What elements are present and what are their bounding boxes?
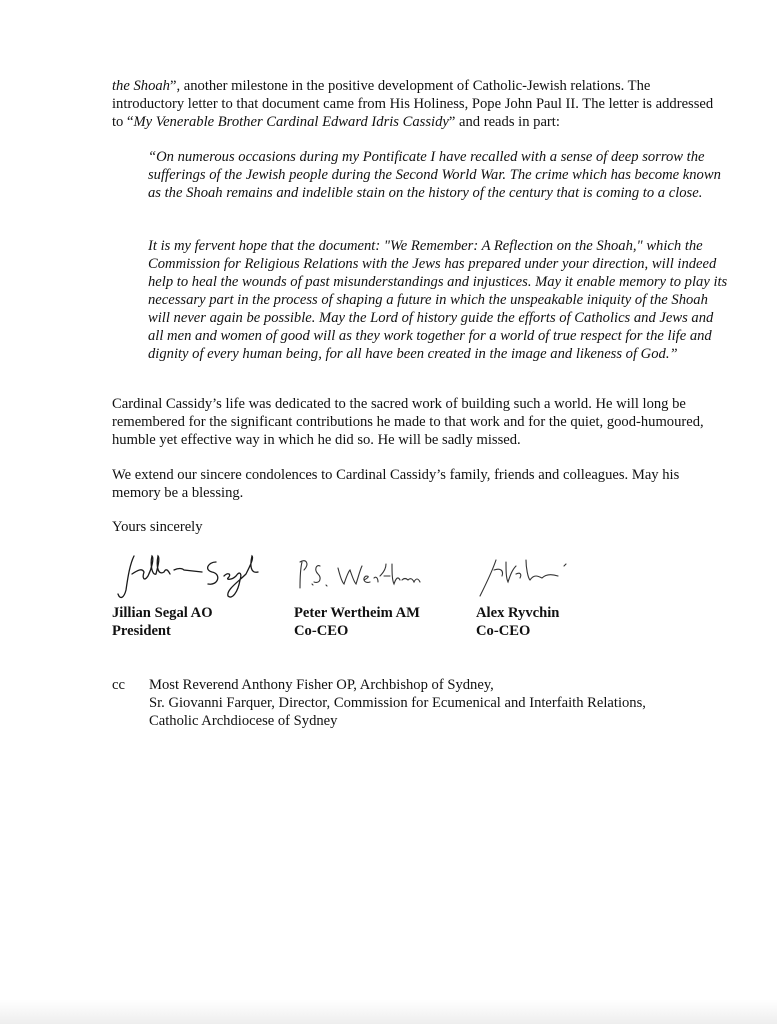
signatory-role: Co-CEO bbox=[476, 623, 531, 639]
cc-recipient: Sr. Giovanni Farquer, Director, Commission for Ecumenical and Interfaith Relations, bbox=[149, 695, 646, 711]
signatory-name: Alex Ryvchin bbox=[476, 605, 560, 621]
signatory-role: President bbox=[112, 623, 171, 639]
quote-paragraph-1: “On numerous occasions during my Pontificate I have recalled with a sense of deep sorrow the sufferings of the Jewish people during the Second World War. The crime which has become known as the Shoah remains and indelible stain on the history of the century that is coming to a close. bbox=[148, 149, 721, 201]
signatory-segal bbox=[112, 548, 272, 640]
signatory-role: Co-CEO bbox=[294, 623, 349, 639]
shoah-title: the Shoah bbox=[112, 78, 170, 94]
signatory-wertheim bbox=[294, 548, 434, 640]
signatory-name: Jillian Segal AO bbox=[112, 605, 213, 621]
signature-segal bbox=[112, 548, 272, 604]
signature-ryvchin bbox=[476, 548, 576, 604]
closing-salutation: Yours sincerely bbox=[112, 519, 203, 535]
condolence-paragraph: We extend our sincere condolences to Cardinal Cassidy’s family, friends and colleagues. May his memory be a blessing. bbox=[112, 467, 680, 501]
cc-recipient: Catholic Archdiocese of Sydney bbox=[149, 713, 338, 729]
intro-text-2: ” and reads in part: bbox=[448, 114, 560, 130]
intro-text-1: ”, another milestone in the positive development of Catholic-Jewish relations. The introductory letter to that document came from His Holiness, Pope John Paul II. The letter is addressed to “ bbox=[112, 78, 714, 130]
addressee: My Venerable Brother Cardinal Edward Idris Cassidy bbox=[133, 114, 449, 130]
intro-paragraph bbox=[112, 77, 724, 131]
signatory-ryvchin bbox=[476, 548, 576, 640]
page-bottom-edge bbox=[0, 1000, 777, 1024]
signature-wertheim bbox=[294, 548, 434, 604]
cc-recipient-list bbox=[149, 676, 749, 730]
signatory-name: Peter Wertheim AM bbox=[294, 605, 420, 621]
quote-paragraph-2: It is my fervent hope that the document: "We Remember: A Reflection on the Shoah," which the Commission for Religious Relations with the Jews has prepared under your direction, will indeed help to heal the wounds of past misunderstandings and injustices. May it enable memory to play its necessary part in the process of shaping a future in which the unspeakable iniquity of the Shoah will never again be possible. May the Lord of history guide the efforts of Catholics and Jews and all men and women of good will as they work together for a world of true respect for the life and dignity of every human being, for all have been created in the image and likeness of God.” bbox=[148, 238, 728, 362]
cc-label: cc bbox=[112, 677, 125, 693]
legacy-paragraph: Cardinal Cassidy’s life was dedicated to the sacred work of building such a world. He will long be remembered for the significant contributions he made to that work and for the quiet, good-humoured, humble yet effective way in which he did so. He will be sadly missed. bbox=[112, 396, 704, 448]
cc-recipient: Most Reverend Anthony Fisher OP, Archbishop of Sydney, bbox=[149, 677, 494, 693]
